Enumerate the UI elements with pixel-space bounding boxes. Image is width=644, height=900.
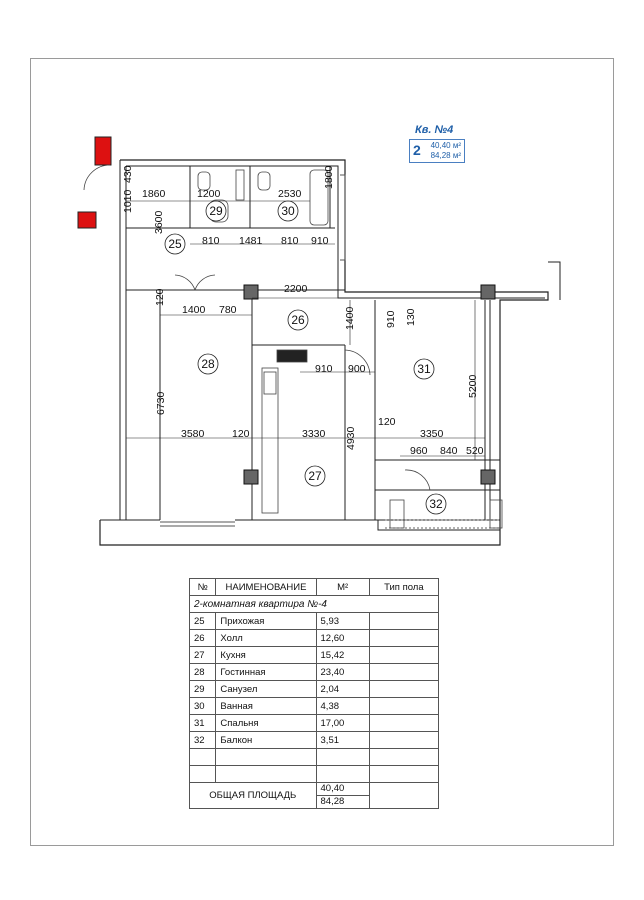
table-row (190, 630, 439, 647)
apartment-total-area: 84,28 м² (430, 151, 461, 160)
row-number: 26 (190, 630, 216, 647)
dimension-label: 1400 (344, 306, 356, 330)
header-area: М² (316, 579, 369, 596)
row-number: 31 (190, 715, 216, 732)
row-floor (369, 681, 438, 698)
table-empty-row (190, 766, 439, 783)
row-floor (369, 715, 438, 732)
dimension-label: 3330 (302, 428, 326, 440)
row-number: 32 (190, 732, 216, 749)
table-row (190, 698, 439, 715)
row-area: 23,40 (316, 664, 369, 681)
table-row (190, 647, 439, 664)
dimension-label: 1400 (182, 304, 206, 316)
table-empty-row (190, 749, 439, 766)
dimension-label: 3580 (181, 428, 205, 440)
room-number: 28 (201, 357, 215, 371)
row-area: 15,42 (316, 647, 369, 664)
table-row (190, 613, 439, 630)
row-floor (369, 630, 438, 647)
row-area: 4,38 (316, 698, 369, 715)
table-row (190, 715, 439, 732)
row-name: Холл (216, 630, 316, 647)
apartment-title: Кв. №4 (415, 124, 454, 136)
header-name: НАИМЕНОВАНИЕ (216, 579, 316, 596)
dimension-label: 910 (311, 235, 329, 247)
table-row (190, 681, 439, 698)
dimension-label: 840 (440, 445, 458, 457)
room-number: 31 (417, 362, 431, 376)
dimension-label: 3600 (153, 210, 165, 234)
dimension-label: 1800 (323, 165, 335, 189)
plan-walls (100, 160, 560, 545)
row-floor (369, 613, 438, 630)
row-area: 5,93 (316, 613, 369, 630)
row-name: Санузел (216, 681, 316, 698)
room-spec-table (189, 578, 439, 809)
dimension-label: 520 (466, 445, 484, 457)
apartment-living-area: 40,40 м² (430, 141, 461, 150)
room-number: 30 (281, 204, 295, 218)
total-values (316, 783, 369, 809)
row-floor (369, 698, 438, 715)
row-number: 28 (190, 664, 216, 681)
dimension-label: 900 (348, 363, 366, 375)
header-number: № (190, 579, 216, 596)
row-name: Спальня (216, 715, 316, 732)
row-name: Гостинная (216, 664, 316, 681)
dimension-label: 810 (281, 235, 299, 247)
dimension-label: 2200 (284, 283, 308, 295)
row-number: 30 (190, 698, 216, 715)
dimension-label: 1200 (197, 188, 221, 200)
row-number: 29 (190, 681, 216, 698)
row-floor (369, 732, 438, 749)
row-number: 27 (190, 647, 216, 664)
table-row (190, 664, 439, 681)
dimension-label: 120 (378, 416, 396, 428)
apartment-room-count: 2 (413, 142, 421, 158)
dimension-label: 910 (385, 310, 397, 328)
row-name: Кухня (216, 647, 316, 664)
room-number: 29 (209, 204, 223, 218)
dimension-label: 120 (232, 428, 250, 440)
dimension-label: 3350 (420, 428, 444, 440)
plan-red-vents (78, 137, 111, 228)
apartment-summary-box (409, 139, 465, 163)
table-total-row (190, 783, 439, 809)
room-number: 32 (429, 497, 443, 511)
dimension-label: 5200 (467, 374, 479, 398)
room-number: 25 (168, 237, 182, 251)
dimension-label: 810 (202, 235, 220, 247)
dimension-label: 130 (405, 308, 417, 326)
table-subtitle: 2-комнатная квартира №-4 (190, 596, 439, 613)
dimension-label: 430 (122, 165, 134, 183)
dimension-label: 2530 (278, 188, 302, 200)
room-number: 26 (291, 313, 305, 327)
dimension-label: 6730 (155, 391, 167, 415)
table-subtitle-row (190, 596, 439, 613)
header-floor-type: Тип пола (369, 579, 438, 596)
total-living-area: 40,40 (320, 783, 345, 794)
dimension-label: 780 (219, 304, 237, 316)
row-floor (369, 664, 438, 681)
row-area: 12,60 (316, 630, 369, 647)
dimension-label: 1481 (239, 235, 263, 247)
total-area: 84,28 (317, 795, 369, 808)
row-area: 3,51 (316, 732, 369, 749)
row-number: 25 (190, 613, 216, 630)
apartment-header (409, 124, 465, 163)
row-area: 2,04 (316, 681, 369, 698)
row-name: Балкон (216, 732, 316, 749)
dimension-label: 4930 (345, 426, 357, 450)
row-floor (369, 647, 438, 664)
row-name: Ванная (216, 698, 316, 715)
table-row (190, 732, 439, 749)
dimension-label: 960 (410, 445, 428, 457)
table-header-row (190, 579, 439, 596)
row-area: 17,00 (316, 715, 369, 732)
row-name: Прихожая (216, 613, 316, 630)
dimension-label: 1860 (142, 188, 166, 200)
dimension-label: 120 (154, 288, 166, 306)
dimension-label: 910 (315, 363, 333, 375)
total-label: ОБЩАЯ ПЛОЩАДЬ (190, 783, 317, 809)
dimension-label: 1010 (122, 189, 134, 213)
room-number: 27 (308, 469, 322, 483)
